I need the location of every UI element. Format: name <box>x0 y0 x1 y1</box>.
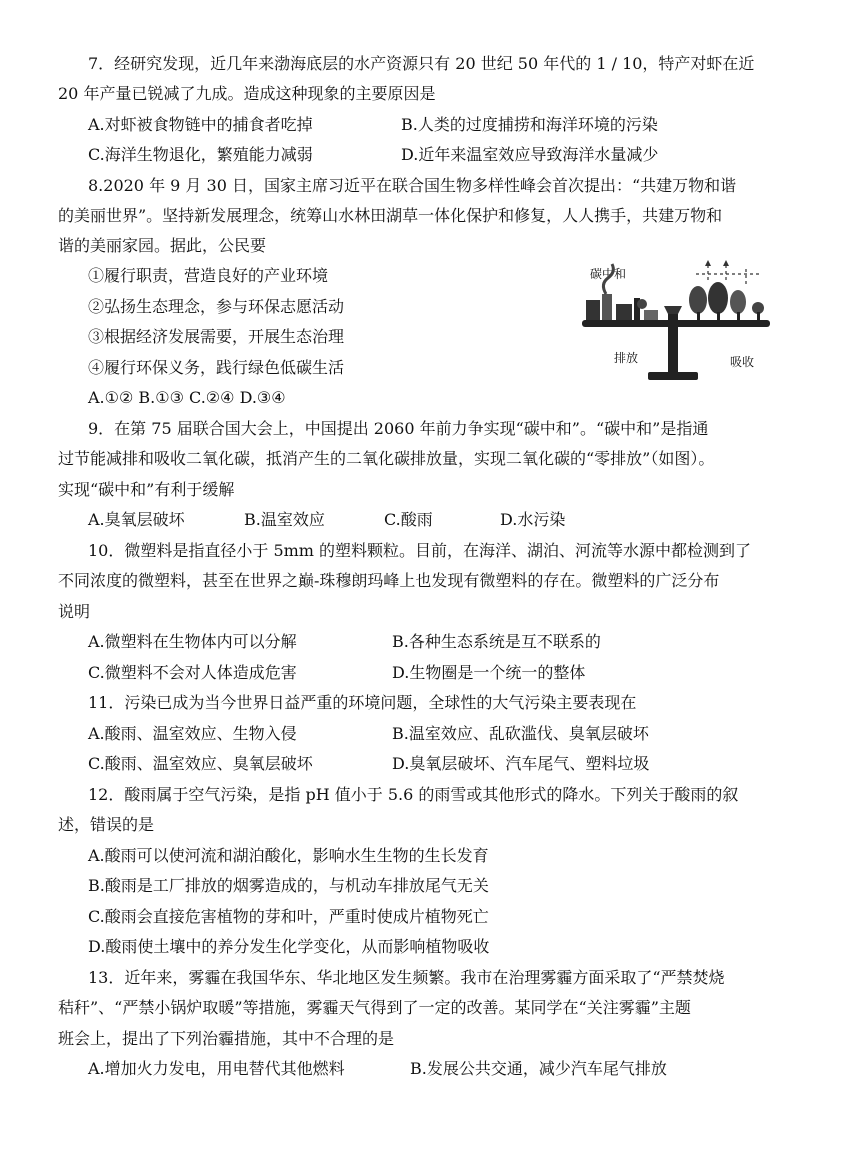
q10-option-c: C.微塑料不会对人体造成危害 <box>88 663 297 682</box>
q11-option-b: B.温室效应、乱砍滥伐、臭氧层破坏 <box>392 724 649 743</box>
absorption-trees-icon <box>689 282 764 320</box>
q13-option-a: A.增加火力发电，用电替代其他燃料 <box>88 1059 345 1078</box>
q12-option-c: C.酸雨会直接危害植物的芽和叶，严重时使成片植物死亡 <box>88 907 489 926</box>
balance-scale-illustration <box>576 258 776 383</box>
q7-option-b: B.人类的过度捕捞和海洋环境的污染 <box>401 115 658 134</box>
q8-item-2: ②弘扬生态理念，参与环保志愿活动 <box>88 297 345 316</box>
q13-stem-line-3: 班会上，提出了下列治霾措施，其中不合理的是 <box>58 1029 395 1048</box>
figure-label-absorption: 吸收 <box>730 355 755 369</box>
q10-option-d: D.生物圈是一个统一的整体 <box>392 663 586 682</box>
q7-option-a: A.对虾被食物链中的捕食者吃掉 <box>88 115 313 134</box>
q7-option-c: C.海洋生物退化，繁殖能力减弱 <box>88 145 313 164</box>
scale-beam <box>582 320 770 327</box>
arrow-head-1 <box>705 260 711 266</box>
figure-label-carbon-neutral: 碳中和 <box>590 267 627 281</box>
q9-stem-line-1: 9．在第 75 届联合国大会上，中国提出 2060 年前力争实现“碳中和”。“碳中和”是指通 <box>88 419 709 438</box>
q9-stem-line-3: 实现“碳中和”有利于缓解 <box>58 480 235 499</box>
q9-option-c: C.酸雨 <box>384 510 433 529</box>
q12-option-a: A.酸雨可以使河流和湖泊酸化，影响水生生物的生长发育 <box>88 846 489 865</box>
q13-option-b: B.发展公共交通，减少汽车尾气排放 <box>410 1059 667 1078</box>
q11-option-c: C.酸雨、温室效应、臭氧层破坏 <box>88 754 313 773</box>
q8-options: A.①② B.①③ C.②④ D.③④ <box>88 388 286 407</box>
q7-option-d: D.近年来温室效应导致海洋水量减少 <box>401 145 659 164</box>
q8-stem-line-2: 的美丽世界”。坚持新发展理念，统筹山水林田湖草一体化保护和修复，人人携手，共建万物和 <box>58 206 723 225</box>
q9-stem-line-2: 过节能减排和吸收二氧化碳，抵消产生的二氧化碳排放量，实现二氧化碳的“零排放”（如图）。 <box>58 449 715 468</box>
q10-stem-line-2: 不同浓度的微塑料，甚至在世界之巅-珠穆朗玛峰上也发现有微塑料的存在。微塑料的广泛分布 <box>58 571 720 590</box>
q8-item-4: ④履行环保义务，践行绿色低碳生活 <box>88 358 345 377</box>
figure-label-emission: 排放 <box>614 351 639 365</box>
q11-stem-line-1: 11．污染已成为当今世界日益严重的环境问题，全球性的大气污染主要表现在 <box>88 693 637 712</box>
q8-item-3: ③根据经济发展需要，开展生态治理 <box>88 327 345 346</box>
q13-stem-line-2: 秸秆”、“严禁小锅炉取暖”等措施，雾霾天气得到了一定的改善。某同学在“关注雾霾”主题 <box>58 998 691 1017</box>
q10-stem-line-1: 10．微塑料是指直径小于 5mm 的塑料颗粒。目前，在海洋、湖泊、河流等水源中都检测到了 <box>88 541 752 560</box>
q10-stem-line-3: 说明 <box>58 602 91 621</box>
q11-option-d: D.臭氧层破坏、汽车尾气、塑料垃圾 <box>392 754 650 773</box>
q13-stem-line-1: 13．近年来，雾霾在我国华东、华北地区发生频繁。我市在治理雾霾方面采取了“严禁焚烧 <box>88 968 725 987</box>
q7-stem-line-2: 20 年产量已锐减了九成。造成这种现象的主要原因是 <box>58 84 436 103</box>
q12-stem-line-2: 述，错误的是 <box>58 815 155 834</box>
q8-item-1: ①履行职责，营造良好的产业环境 <box>88 266 329 285</box>
q7-stem-line-1: 7．经研究发现，近几年来渤海底层的水产资源只有 20 世纪 50 年代的 1 / 10，特产对虾在近 <box>88 54 755 73</box>
scale-pillar <box>668 310 678 374</box>
scale-base <box>648 372 698 380</box>
q8-stem-line-3: 谐的美丽家园。据此，公民要 <box>58 236 267 255</box>
scale-pivot <box>664 306 682 314</box>
q11-option-a: A.酸雨、温室效应、生物入侵 <box>88 724 297 743</box>
arrow-head-2 <box>723 260 729 266</box>
q10-option-b: B.各种生态系统是互不联系的 <box>392 632 601 651</box>
q9-option-a: A.臭氧层破坏 <box>88 510 185 529</box>
q10-option-a: A.微塑料在生物体内可以分解 <box>88 632 297 651</box>
q12-stem-line-1: 12．酸雨属于空气污染，是指 pH 值小于 5.6 的雨雪或其他形式的降水。下列关于酸雨的叙 <box>88 785 739 804</box>
q12-option-b: B.酸雨是工厂排放的烟雾造成的，与机动车排放尾气无关 <box>88 876 489 895</box>
q9-option-d: D.水污染 <box>500 510 566 529</box>
q9-option-b: B.温室效应 <box>244 510 325 529</box>
q12-option-d: D.酸雨使土壤中的养分发生化学变化，从而影响植物吸收 <box>88 937 490 956</box>
carbon-neutral-balance-figure <box>576 258 776 383</box>
q8-stem-line-1: 8.2020 年 9 月 30 日，国家主席习近平在联合国生物多样性峰会首次提出：“共建万物和谐 <box>88 176 737 195</box>
